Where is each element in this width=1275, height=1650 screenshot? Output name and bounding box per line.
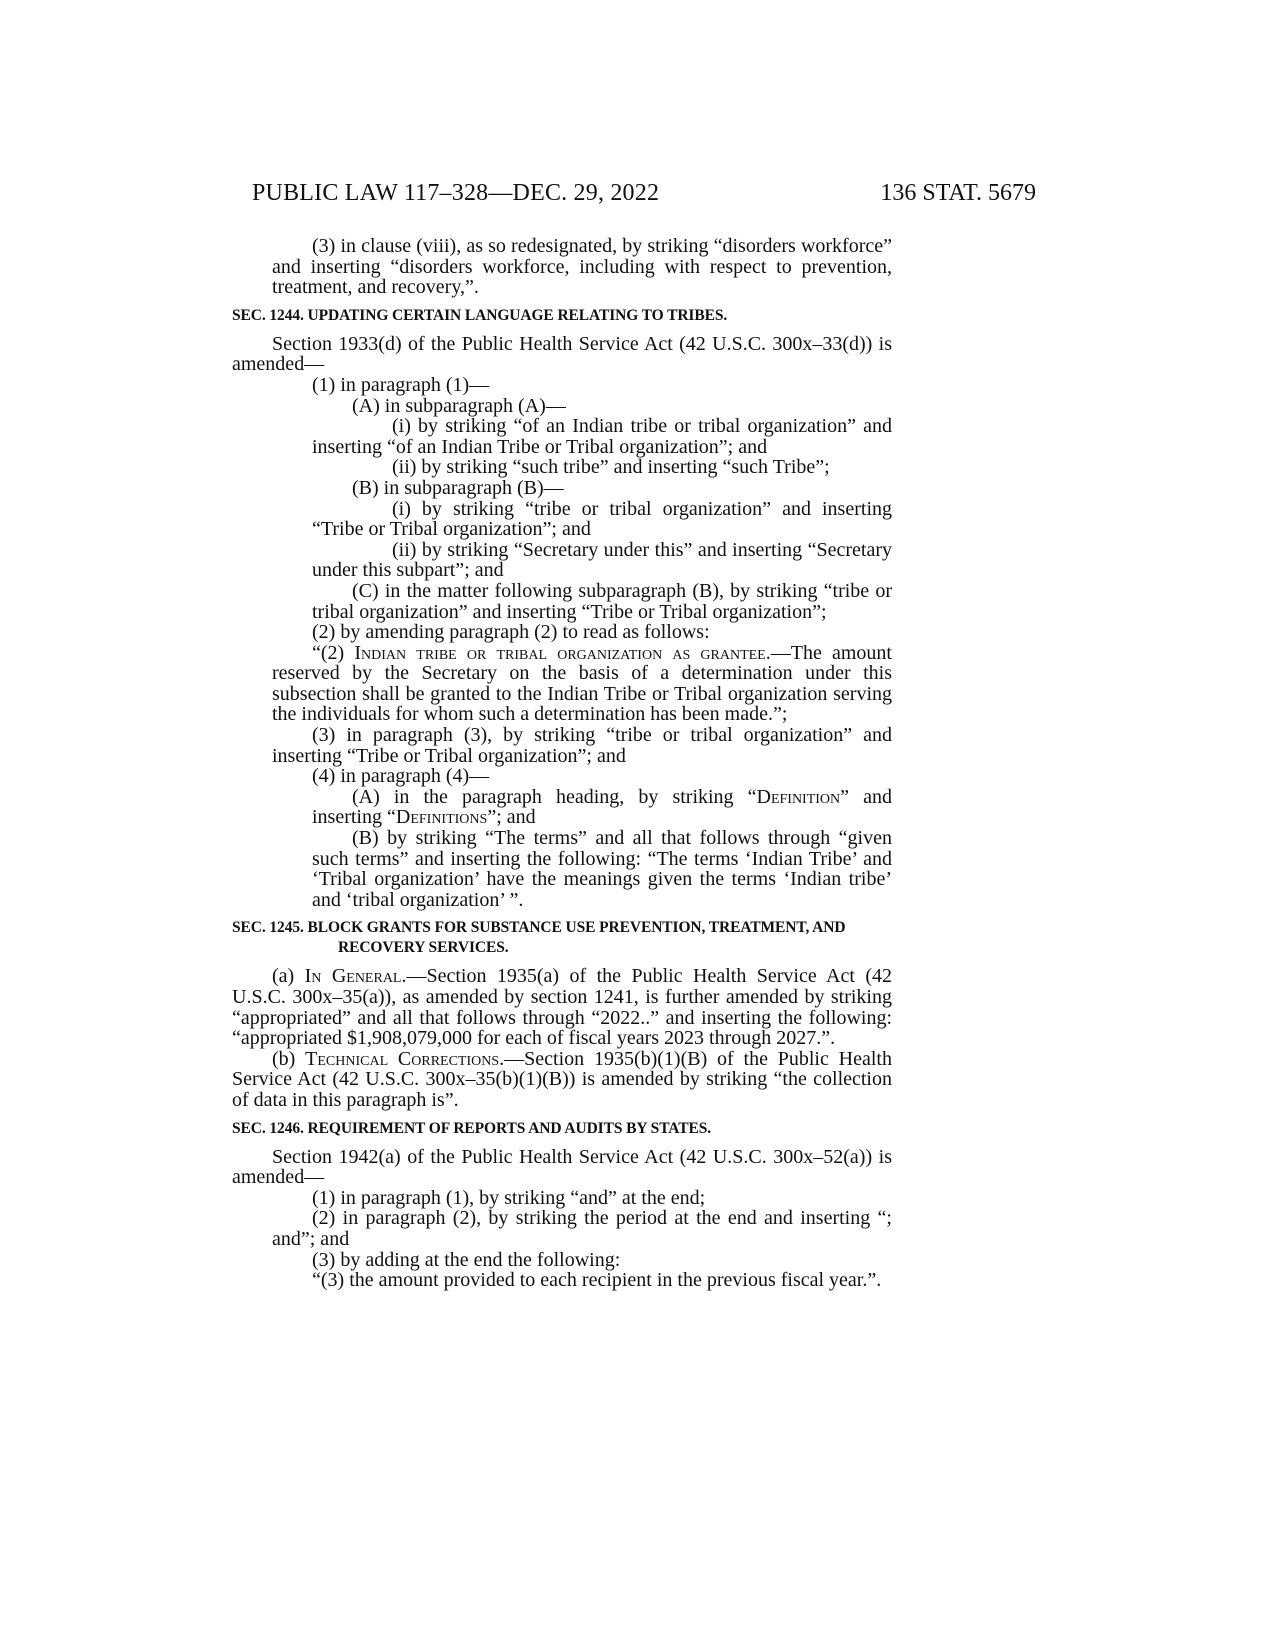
quote-heading: Indian tribe or tribal organization as grantee bbox=[354, 641, 766, 664]
section-1244-intro: Section 1933(d) of the Public Health Service Act (42 U.S.C. 300x–33(d)) is amended— bbox=[232, 332, 892, 376]
section-1246-para-1: (1) in paragraph (1), by striking “and” at the end; bbox=[312, 1186, 706, 1209]
page-header bbox=[232, 180, 1036, 220]
section-1244-para-1: (1) in paragraph (1)— bbox=[312, 373, 490, 396]
section-heading-1246: SEC. 1246. REQUIREMENT OF REPORTS AND AUDITS BY STATES. bbox=[232, 1119, 712, 1137]
section-1244-para-1A: (A) in subparagraph (A)— bbox=[352, 394, 566, 417]
text-run: (b) bbox=[272, 1047, 306, 1070]
section-1246-para-3-quoted: “(3) the amount provided to each recipient in the previous fiscal year.”. bbox=[312, 1269, 882, 1292]
section-1244-para-1Aii: (ii) by striking “such tribe” and inserting “such Tribe”; bbox=[392, 456, 830, 479]
text-run: (A) in the paragraph heading, by striking “ bbox=[352, 785, 757, 808]
running-head: PUBLIC LAW 117–328—DEC. 29, 2022 bbox=[252, 180, 660, 206]
page-citation: 136 STAT. 5679 bbox=[880, 180, 1036, 206]
section-1244-para-4: (4) in paragraph (4)— bbox=[312, 765, 490, 788]
text-run: (a) bbox=[272, 965, 305, 988]
section-heading-1245: SEC. 1245. BLOCK GRANTS FOR SUBSTANCE USE PREVENTION, TREATMENT, AND RECOVERY SERVICES. bbox=[232, 919, 846, 957]
section-1245-subsection-a bbox=[232, 966, 892, 1048]
paragraph-clause-viii: (3) in clause (viii), as so redesignated, by striking “disorders workforce” and inserting “disorders workforce, including with respect to prevention, treatment, and recovery,”. bbox=[272, 235, 892, 299]
section-1244-para-4A bbox=[232, 787, 892, 828]
section-1244-para-1C: (C) in the matter following subparagraph (B), by striking “tribe or tribal organization” and inserting “Tribe or Tribal organization”; bbox=[312, 579, 892, 623]
section-1246-intro: Section 1942(a) of the Public Health Service Act (42 U.S.C. 300x–52(a)) is amended— bbox=[232, 1145, 892, 1189]
document-body bbox=[232, 236, 892, 1291]
small-caps-term: Definitions bbox=[395, 806, 488, 829]
text-run: .—Section 1935(b)(1)(B) of the Public Health Service Act (42 U.S.C. 300x–35(b)(1)(B)) is amended by striking “the collection of data in this paragraph is”. bbox=[232, 1047, 892, 1111]
section-1244-para-1B: (B) in subparagraph (B)— bbox=[352, 476, 564, 499]
section-1244-para-1Bi: (i) by striking “tribe or tribal organization” and inserting “Tribe or Tribal organization”; and bbox=[312, 497, 892, 541]
small-caps-heading: Technical Corrections bbox=[305, 1047, 500, 1070]
section-1244-para-3: (3) in paragraph (3), by striking “tribe or tribal organization” and inserting “Tribe or Tribal organization”; and bbox=[272, 724, 892, 767]
section-1245-subsection-b bbox=[232, 1049, 892, 1111]
section-heading-1244: SEC. 1244. UPDATING CERTAIN LANGUAGE RELATING TO TRIBES. bbox=[232, 306, 728, 324]
quote-body: .—The amount reserved by the Secretary on the basis of a determination under this subsection shall be granted to the Indian Tribe or Tribal organization serving the individuals for whom such a determination has been made.”; bbox=[272, 641, 892, 726]
section-1246-para-2: (2) in paragraph (2), by striking the period at the end and inserting “; and”; and bbox=[272, 1207, 892, 1250]
section-1246-para-3: (3) by adding at the end the following: bbox=[312, 1248, 621, 1271]
text-run: ”; and bbox=[487, 806, 536, 829]
section-1244-para-2-quoted bbox=[232, 643, 892, 725]
text-run: ” and inserting “ bbox=[312, 785, 892, 829]
small-caps-heading: In General bbox=[304, 965, 402, 988]
quote-lead: “(2) bbox=[312, 641, 355, 664]
section-1244-para-1Bii: (ii) by striking “Secretary under this” and inserting “Secretary under this subpart”; and bbox=[312, 538, 892, 582]
small-caps-term: Definition bbox=[756, 785, 841, 808]
section-1244-para-2: (2) by amending paragraph (2) to read as follows: bbox=[312, 621, 710, 644]
section-1244-para-1Ai: (i) by striking “of an Indian tribe or tribal organization” and inserting “of an Indian Tribe or Tribal organization”; and bbox=[312, 415, 892, 458]
section-1244-para-4B: (B) by striking “The terms” and all that follows through “given such terms” and inserting the following: “The terms ‘Indian Tribe’ and ‘Tribal organization’ have the meanings given the terms ‘Indian tribe’ and ‘tribal organization’ ”. bbox=[312, 827, 892, 911]
text-run: .—Section 1935(a) of the Public Health Service Act (42 U.S.C. 300x–35(a)), as amended by section 1241, is further amended by striking “appropriated” and all that follows through “2022..” and inserting the following: “appropriated $1,908,079,000 for each of fiscal years 2023 through 2027.”. bbox=[232, 965, 892, 1050]
